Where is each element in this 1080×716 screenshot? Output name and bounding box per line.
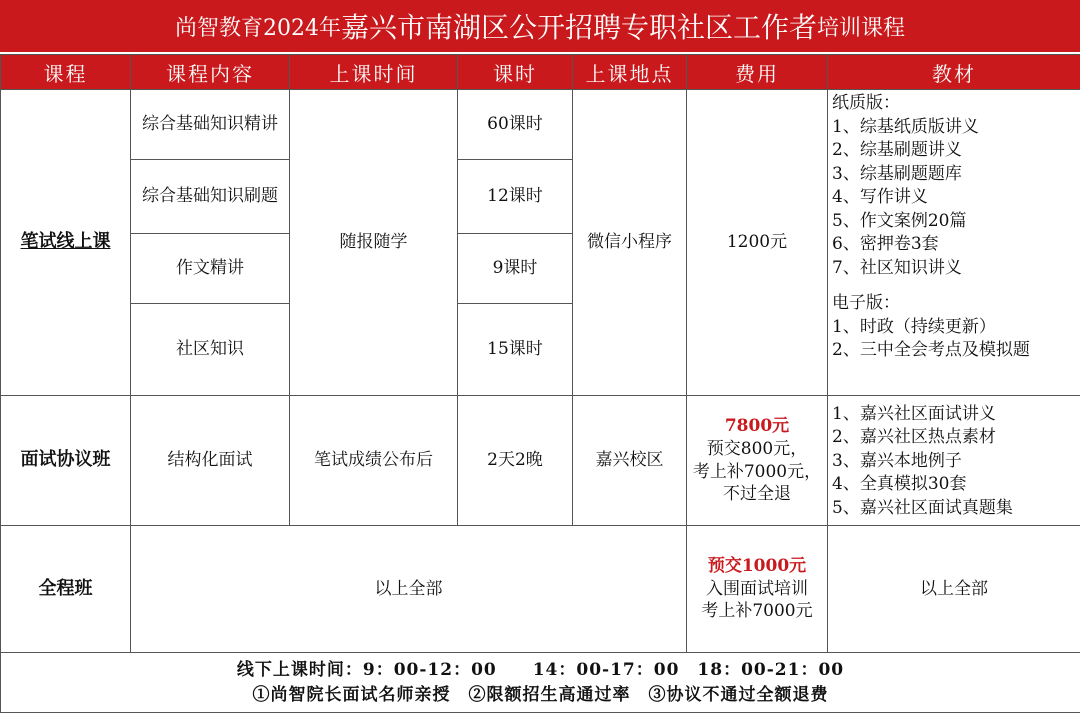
list-item: 6、密押卷3套 xyxy=(832,234,939,254)
header-time: 上课时间 xyxy=(290,55,458,90)
hours-cell: 15课时 xyxy=(458,304,573,396)
list-item: 1、综基纸质版讲义 xyxy=(832,116,979,137)
materials-cell xyxy=(828,396,1080,526)
list-item: 4、写作讲义 xyxy=(832,187,928,207)
footer-schedule: 线下上课时间：9：00-12：00 14：00-17：00 18：00-21：00 xyxy=(236,659,845,680)
location-cell: 微信小程序 xyxy=(573,90,687,396)
header-materials: 教材 xyxy=(828,55,1080,90)
fee-cell: 1200元 xyxy=(687,90,828,396)
table-row xyxy=(1,526,1080,653)
footer-row xyxy=(1,653,1080,713)
time-cell: 随报随学 xyxy=(290,90,458,396)
materials-title-digital: 电子版： xyxy=(832,293,900,313)
time-cell: 笔试成绩公布后 xyxy=(290,396,458,526)
hours-cell: 9课时 xyxy=(458,234,573,304)
header-content: 课程内容 xyxy=(131,55,290,90)
title-banner xyxy=(0,0,1080,52)
list-item: 1、时政（持续更新） xyxy=(832,316,996,337)
table-row xyxy=(1,396,1080,526)
course-online: 笔试线上课 xyxy=(1,90,131,396)
materials-cell xyxy=(828,90,1080,396)
fee-main: 7800元 xyxy=(724,415,790,436)
footer-cell xyxy=(1,653,1080,713)
content-cell: 社区知识 xyxy=(131,304,290,396)
banner-suffix: 培训课程 xyxy=(817,15,906,41)
hours-cell: 60课时 xyxy=(458,90,573,160)
content-cell: 综合基础知识刷题 xyxy=(131,160,290,234)
fee-cell xyxy=(687,526,828,653)
fee-line: 考上补7000元 xyxy=(701,601,813,622)
fee-line: 考上补7000元， xyxy=(692,461,822,482)
footer-promises: ①尚智院长面试名师亲授 ②限额招生高通过率 ③协议不通过全额退费 xyxy=(252,684,829,705)
list-item: 5、嘉兴社区面试真题集 xyxy=(832,497,1013,518)
fee-cell xyxy=(687,396,828,526)
list-item: 1、嘉兴社区面试讲义 xyxy=(832,403,996,424)
fee-line: 入围面试培训 xyxy=(706,578,808,599)
list-item: 7、社区知识讲义 xyxy=(832,257,962,278)
hours-cell: 12课时 xyxy=(458,160,573,234)
header-fee: 费用 xyxy=(687,55,828,90)
materials-cell: 以上全部 xyxy=(828,526,1080,653)
header-row xyxy=(1,55,1080,90)
content-cell: 结构化面试 xyxy=(131,396,290,526)
content-cell: 以上全部 xyxy=(131,526,687,653)
list-item: 3、嘉兴本地例子 xyxy=(832,450,962,471)
course-interview: 面试协议班 xyxy=(1,396,131,526)
header-location: 上课地点 xyxy=(573,55,687,90)
fee-main: 预交1000元 xyxy=(707,555,807,576)
table-row xyxy=(1,90,1080,160)
list-item: 2、嘉兴社区热点素材 xyxy=(832,427,996,448)
course-full: 全程班 xyxy=(1,526,131,653)
list-item: 3、综基刷题题库 xyxy=(832,163,962,184)
list-item: 4、全真模拟30套 xyxy=(832,474,967,495)
materials-title-paper: 纸质版： xyxy=(832,93,900,113)
content-cell: 综合基础知识精讲 xyxy=(131,90,290,160)
course-table xyxy=(0,54,1080,713)
location-cell: 嘉兴校区 xyxy=(573,396,687,526)
list-item: 5、作文案例20篇 xyxy=(832,210,967,231)
list-item: 2、综基刷题讲义 xyxy=(832,140,962,160)
header-course: 课程 xyxy=(1,55,131,90)
fee-line: 不过全退 xyxy=(723,484,791,505)
list-item: 2、三中全会考点及模拟题 xyxy=(832,340,1030,360)
hours-cell: 2天2晚 xyxy=(458,396,573,526)
header-hours: 课时 xyxy=(458,55,573,90)
content-cell: 作文精讲 xyxy=(131,234,290,304)
fee-line: 预交800元， xyxy=(706,438,808,459)
banner-prefix: 尚智教育2024年 xyxy=(174,15,341,41)
banner-main: 嘉兴市南湖区公开招聘专职社区工作者 xyxy=(340,11,817,44)
